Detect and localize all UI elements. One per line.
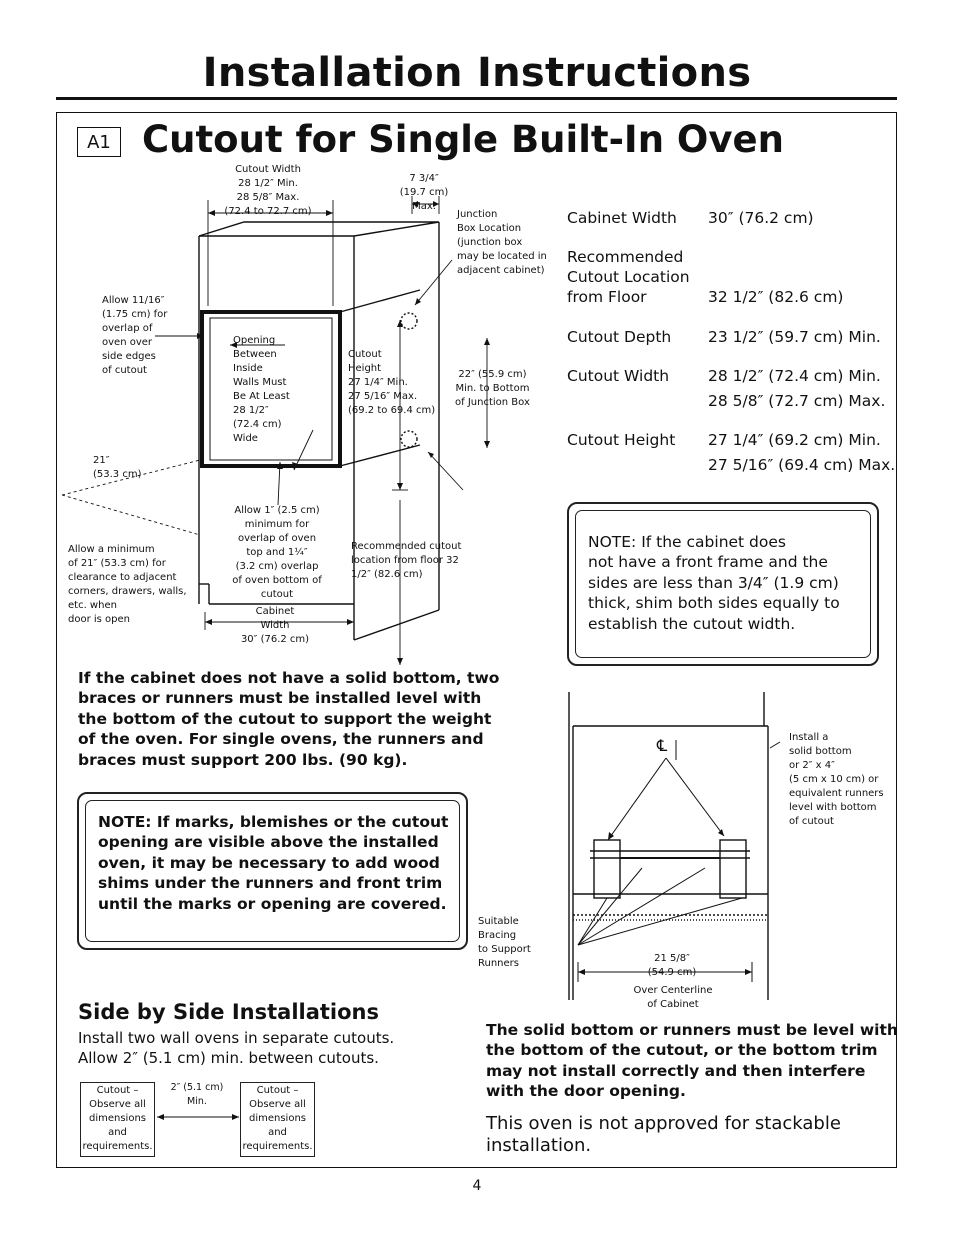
side-by-side-body: Install two wall ovens in separate cutouts. Allow 2″ (5.1 cm) min. between cutouts. (78, 1029, 395, 1067)
spec-label: Cutout Depth (567, 328, 672, 346)
max-depth-label: 7 3/4″ (19.7 cm) Max. (399, 173, 449, 212)
spec-value: 32 1/2″ (82.6 cm) (708, 288, 844, 306)
spec-value: 23 1/2″ (59.7 cm) Min. (708, 328, 881, 346)
centerline-label: Over Centerline of Cabinet (633, 985, 713, 1010)
centerline-symbol: ℄ (657, 736, 668, 755)
cutout-width-label: Cutout Width 28 1/2″ Min. 28 5/8″ Max. (72.4 to 72.7 cm) (224, 164, 312, 217)
stackable-warning: This oven is not approved for stackable installation. (486, 1113, 841, 1156)
level-paragraph: The solid bottom or runners must be level with the bottom of the cutout, or the bottom trim may not install correctly and then interfere with the door opening. (486, 1021, 898, 1101)
install-runners-label: Install a solid bottom or 2″ x 4″ (5 cm x 10 cm) or equivalent runners level with bottom of cutout (789, 732, 884, 827)
spec-value: 28 1/2″ (72.4 cm) Min. (708, 367, 881, 385)
cutout-box-left: Cutout – Observe all dimensions and requirements. (80, 1082, 155, 1157)
cutout-height-label: Cutout Height 27 1/4″ Min. 27 5/16″ Max. (69.2 to 69.4 cm) (348, 349, 436, 416)
solid-bottom-paragraph: If the cabinet does not have a solid bottom, two braces or runners must be installed level with the bottom of the cutout to support the weight of the oven. For single ovens, the runners and braces must support 200 lbs. (90 kg). (78, 669, 500, 769)
spec-label: Cutout Location (567, 268, 690, 286)
recommended-location-label: Recommended cutout location from floor 32 1/2″ (82.6 cm) (351, 541, 462, 580)
runner-width-label: 21 5/8″ (54.9 cm) (647, 953, 697, 978)
clearance-label: 21″ (53.3 cm) (93, 455, 142, 480)
page-title: Installation Instructions (202, 50, 752, 96)
opening-label: Opening Between Inside Walls Must Be At Least 28 1/2″ (72.4 cm) Wide (233, 335, 290, 444)
spec-label: Recommended (567, 248, 684, 266)
spec-value: 30″ (76.2 cm) (708, 209, 814, 227)
spec-value: 27 1/4″ (69.2 cm) Min. (708, 431, 881, 449)
section-title: Cutout for Single Built-In Oven (142, 118, 784, 161)
gap-arrow (155, 1110, 241, 1124)
spec-label: Cutout Width (567, 367, 670, 385)
gap-label: 2″ (5.1 cm) Min. (170, 1082, 224, 1107)
allow-minimum-label: Allow a minimum of 21″ (53.3 cm) for clearance to adjacent corners, drawers, walls, etc. when door is open (68, 544, 187, 625)
note-cabinet-text: NOTE: If the cabinet does not have a front frame and the sides are less than 3/4″ (1.9 cm) thick, shim both sides equally to establish the cutout width. (588, 533, 840, 633)
cutout-box-right: Cutout – Observe all dimensions and requirements. (240, 1082, 315, 1157)
spec-value: 27 5/16″ (69.4 cm) Max. (708, 456, 896, 474)
overlap-label: Allow 11/16″ (1.75 cm) for overlap of oven over side edges of cutout (102, 295, 168, 376)
section-tag: A1 (77, 127, 121, 157)
spec-value: 28 5/8″ (72.7 cm) Max. (708, 392, 886, 410)
junction-height-label: 22″ (55.9 cm) Min. to Bottom of Junction Box (455, 369, 530, 408)
page-number: 4 (472, 1178, 482, 1194)
side-by-side-heading: Side by Side Installations (78, 1000, 380, 1024)
allow-overlap-label: Allow 1″ (2.5 cm) minimum for overlap of oven top and 1¼″ (3.2 cm) overlap of oven bottom of cutout (232, 505, 322, 600)
note-marks-text: NOTE: If marks, blemishes or the cutout opening are visible above the installed oven, it may be necessary to add wood shims under the runners and front trim until the marks or opening are covered. (98, 813, 449, 913)
spec-label: Cabinet Width (567, 209, 677, 227)
spec-label: from Floor (567, 288, 647, 306)
junction-box-label: Junction Box Location (junction box may be located in adjacent cabinet) (457, 209, 547, 276)
cabinet-width-label: Cabinet Width 30″ (76.2 cm) (240, 606, 310, 645)
spec-label: Cutout Height (567, 431, 676, 449)
bracing-label: Suitable Bracing to Support Runners (478, 916, 531, 969)
